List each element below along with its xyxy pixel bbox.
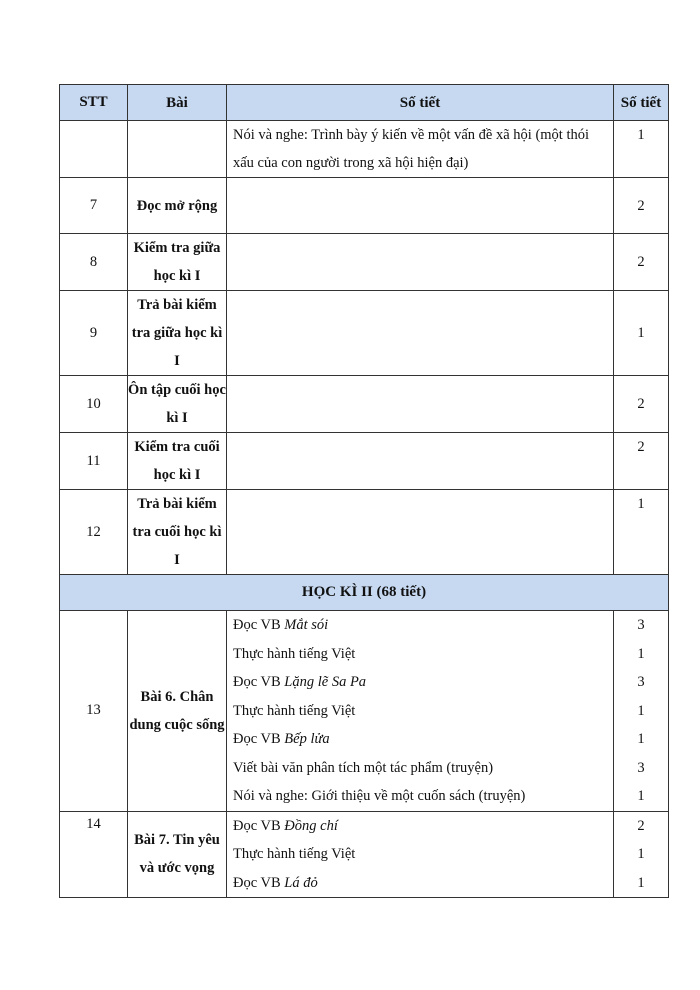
row-content [227,490,614,575]
lesson-item: Đọc VB Lặng lẽ Sa Pa [233,674,367,690]
row-bai: Trả bài kiểm tra giữa học kì I [128,291,227,376]
curriculum-table [59,84,669,898]
row-stt: 9 [60,291,128,376]
row-stt: 7 [60,178,128,234]
semester-heading: HỌC KÌ II (68 tiết) [60,575,669,611]
lesson-periods: 1 [637,846,645,862]
row-bai: Bài 6. Chân dung cuộc sống [128,611,227,812]
row-content-list [227,811,614,898]
lesson-item: Thực hành tiếng Việt [233,846,356,862]
table-row [60,121,669,178]
row-so-tiet: 1 [614,490,669,575]
row-so-tiet: 1 [614,291,669,376]
lesson-periods: 1 [637,874,645,891]
table-row [60,490,669,575]
lesson-item: Nói và nghe: Giới thiệu về một cuốn sách (truyện) [233,788,526,804]
row-so-tiet: 2 [614,376,669,433]
table-row [60,433,669,490]
lesson-item: Đọc VB Lá đỏ [233,874,318,891]
row-so-tiet: 1 [614,121,669,178]
lesson-periods: 1 [637,788,645,804]
table-header-row [60,85,669,121]
row-stt [60,121,128,178]
row-content: Nói và nghe: Trình bày ý kiến về một vấn đề xã hội (một thói xấu của con người trong xã hội hiện đại) [227,121,614,178]
row-stt: 13 [60,611,128,812]
lesson-item: Đọc VB Đồng chí [233,817,338,834]
lesson-item: Đọc VB Bếp lửa [233,731,330,747]
row-bai: Đọc mở rộng [128,178,227,234]
table-row [60,376,669,433]
row-content [227,291,614,376]
lesson-item: Thực hành tiếng Việt [233,645,356,662]
lesson-item: Viết bài văn phân tích một tác phẩm (truyện) [233,759,494,776]
header-bai: Bài [128,85,227,121]
row-content [227,433,614,490]
row-stt: 10 [60,376,128,433]
row-bai: Kiểm tra cuối học kì I [128,433,227,490]
header-so-tiet: Số tiết [614,85,669,121]
header-stt: STT [60,85,128,121]
row-so-tiet: 2 [614,433,669,490]
row-bai: Kiểm tra giữa học kì I [128,234,227,291]
row-stt: 11 [60,433,128,490]
semester-row [60,575,669,611]
row-stt: 8 [60,234,128,291]
table-row [60,234,669,291]
row-content-list [227,611,614,812]
lesson-item: Đọc VB Mắt sói [233,617,329,633]
lesson-periods: 3 [637,674,645,690]
row-so-tiet: 2 [614,178,669,234]
lesson-periods: 3 [637,617,645,633]
row-bai: Ôn tập cuối học kì I [128,376,227,433]
row-bai [128,121,227,178]
lesson-periods: 1 [637,702,645,719]
row-content [227,234,614,291]
lesson-periods: 3 [637,759,645,776]
lesson-periods: 1 [637,731,645,747]
row-so-tiet: 2 [614,234,669,291]
lesson-periods: 1 [637,645,645,662]
row-stt: 12 [60,490,128,575]
row-so-tiet-list [614,611,669,812]
row-content [227,376,614,433]
row-bai: Trả bài kiểm tra cuối học kì I [128,490,227,575]
table-row [60,811,669,898]
table-row [60,611,669,812]
row-so-tiet-list [614,811,669,898]
lesson-item: Thực hành tiếng Việt [233,702,356,719]
header-content: Số tiết [227,85,614,121]
row-stt: 14 [60,811,128,898]
row-content [227,178,614,234]
table-row [60,178,669,234]
row-bai: Bài 7. Tin yêu và ước vọng [128,811,227,898]
lesson-periods: 2 [637,817,645,834]
table-row [60,291,669,376]
